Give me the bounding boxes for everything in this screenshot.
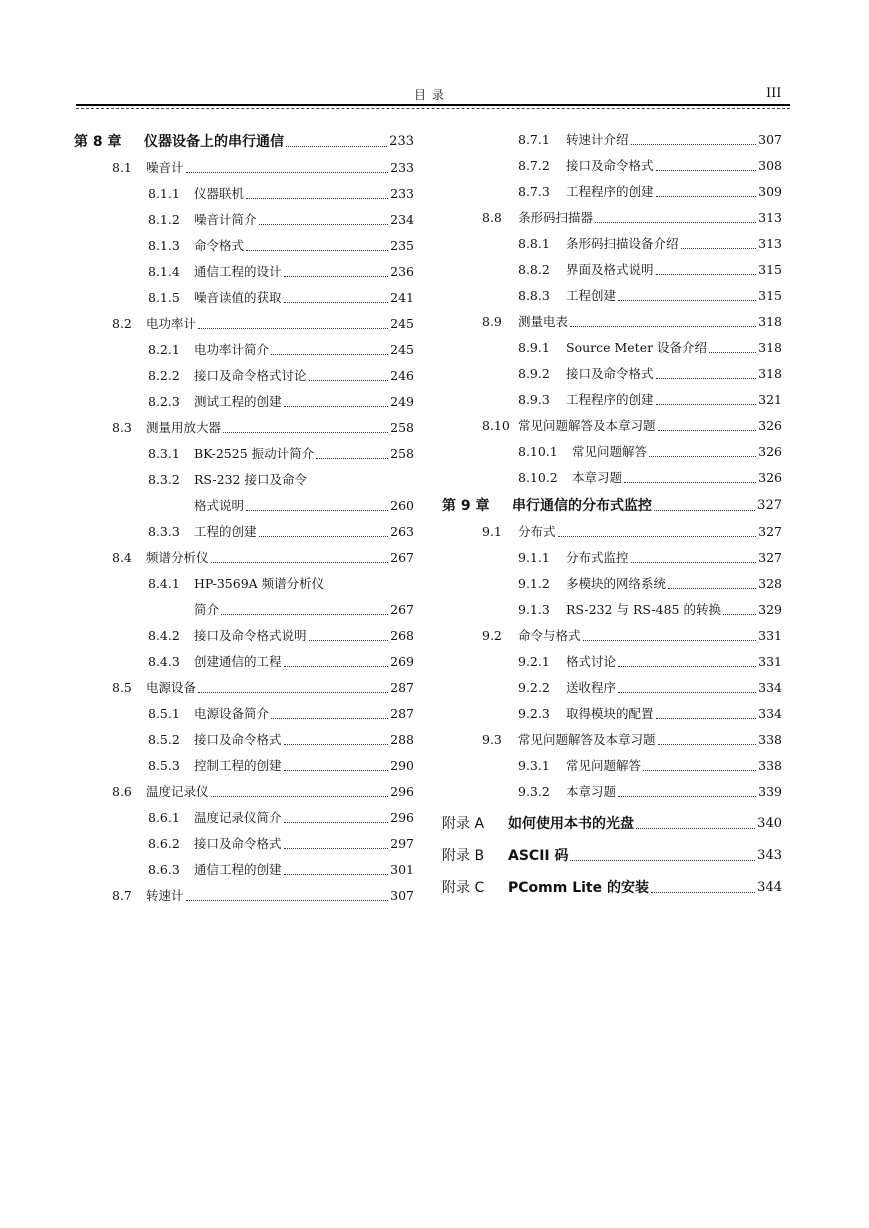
toc-entry-page: 268 (390, 628, 414, 643)
toc-entry-number: 第 8 章 (74, 134, 122, 150)
dot-leader (558, 522, 757, 537)
toc-entry-number: 9.2 (482, 628, 502, 643)
dot-leader (723, 600, 756, 615)
toc-subsection-entry (442, 174, 782, 200)
toc-entry-title: 电功率计 (146, 316, 197, 331)
dot-leader (583, 626, 757, 641)
toc-subsection-entry (74, 280, 414, 306)
toc-entry-page: 236 (390, 264, 414, 279)
toc-entry-continuation (74, 488, 414, 514)
dot-leader (570, 312, 756, 327)
toc-section-entry (74, 306, 414, 332)
toc-subsection-entry (74, 202, 414, 228)
toc-entry-number: 8.2.2 (148, 368, 180, 383)
dot-leader (656, 390, 757, 405)
toc-entry-number: 8.1.5 (148, 290, 180, 305)
toc-entry-page: 307 (390, 888, 414, 903)
toc-entry-page: 267 (390, 602, 414, 617)
toc-entry-page: 234 (390, 212, 414, 227)
dot-leader (316, 444, 388, 459)
toc-entry-number: 9.1.2 (518, 576, 550, 591)
dot-leader (271, 704, 388, 719)
dot-leader (618, 782, 756, 797)
dot-leader (198, 678, 388, 693)
toc-entry-number: 8.5 (112, 680, 132, 695)
toc-entry-title: 本章习题 (572, 470, 623, 485)
toc-subsection-entry (74, 566, 414, 592)
dot-leader (211, 782, 389, 797)
toc-entry-page: 241 (390, 290, 414, 305)
dot-leader (284, 652, 389, 667)
toc-entry-page: 290 (390, 758, 414, 773)
toc-entry-number: 8.7.3 (518, 184, 550, 199)
toc-entry-title: 串行通信的分布式监控 (512, 498, 652, 514)
toc-entry-title: 格式讨论 (566, 654, 617, 669)
toc-entry-number: 8.9.1 (518, 340, 550, 355)
toc-entry-page: 338 (758, 732, 782, 747)
toc-entry-number: 第 9 章 (442, 498, 490, 514)
toc-entry-number: 8.9.3 (518, 392, 550, 407)
toc-entry-number: 8.1.3 (148, 238, 180, 253)
toc-entry-page: 328 (758, 576, 782, 591)
toc-entry-title: 分布式监控 (566, 550, 629, 565)
toc-subsection-entry (442, 460, 782, 486)
toc-subsection-entry (74, 254, 414, 280)
toc-entry-page: 343 (757, 848, 782, 863)
toc-entry-number: 8.8.3 (518, 288, 550, 303)
toc-entry-number: 9.1.3 (518, 602, 550, 617)
toc-subsection-entry (442, 278, 782, 304)
toc-subsection-entry (442, 540, 782, 566)
dot-leader (211, 548, 389, 563)
toc-entry-title: PComm Lite 的安装 (508, 880, 649, 896)
toc-entry-title: 测量用放大器 (146, 420, 222, 435)
toc-entry-page: 245 (390, 316, 414, 331)
toc-entry-number: 9.3.2 (518, 784, 550, 799)
toc-entry-number: 8.6.1 (148, 810, 180, 825)
toc-entry-page: 318 (758, 314, 782, 329)
toc-subsection-entry (442, 252, 782, 278)
toc-entry-number: 8.4.3 (148, 654, 180, 669)
toc-entry-page: 296 (390, 784, 414, 799)
toc-entry-number: 8.8.1 (518, 236, 550, 251)
toc-entry-page: 288 (390, 732, 414, 747)
toc-subsection-entry (442, 330, 782, 356)
toc-entry-page: 318 (758, 366, 782, 381)
dot-leader (681, 234, 757, 249)
toc-subsection-entry (74, 384, 414, 410)
dot-leader (186, 886, 389, 901)
toc-entry-title: 送收程序 (566, 680, 617, 695)
toc-entry-title: 接口及命令格式讨论 (194, 368, 307, 383)
toc-entry-page: 263 (390, 524, 414, 539)
toc-entry-title: 条形码扫描器 (518, 210, 594, 225)
toc-entry-number: 9.3 (482, 732, 502, 747)
toc-entry-page: 301 (390, 862, 414, 877)
toc-entry-title: HP-3569A 频谱分析仪 (194, 576, 325, 591)
dot-leader (221, 600, 388, 615)
toc-subsection-entry (74, 696, 414, 722)
toc-entry-title: 分布式 (518, 524, 556, 539)
dot-leader (284, 730, 389, 745)
dot-leader (246, 236, 388, 251)
dot-leader (656, 704, 757, 719)
toc-chapter-entry (74, 122, 414, 150)
toc-entry-page: 331 (758, 628, 782, 643)
toc-entry-title: 命令与格式 (518, 628, 581, 643)
toc-section-entry (74, 410, 414, 436)
dot-leader (618, 678, 756, 693)
dot-leader (658, 730, 757, 745)
toc-entry-number: 8.9 (482, 314, 502, 329)
toc-entry-title: 电源设备简介 (194, 706, 270, 721)
toc-subsection-entry (74, 826, 414, 852)
toc-entry-title: 常见问题解答及本章习题 (518, 418, 656, 433)
dot-leader (286, 132, 387, 147)
toc-section-entry (74, 150, 414, 176)
toc-subsection-entry (442, 434, 782, 460)
dot-leader (309, 626, 389, 641)
dot-leader (284, 808, 389, 823)
toc-entry-page: 233 (390, 186, 414, 201)
dot-leader (309, 471, 412, 485)
dot-leader (643, 756, 756, 771)
dot-leader (284, 860, 389, 875)
toc-section-entry (74, 540, 414, 566)
dot-leader (656, 364, 757, 379)
toc-appendix-entry (442, 832, 782, 864)
toc-entry-title: 仪器设备上的串行通信 (144, 134, 284, 150)
toc-entry-number: 9.2.1 (518, 654, 550, 669)
toc-entry-number: 8.2.1 (148, 342, 180, 357)
toc-entry-title: 取得模块的配置 (566, 706, 654, 721)
dot-leader (668, 574, 756, 589)
toc-entry-page: 267 (390, 550, 414, 565)
toc-entry-number: 8.5.3 (148, 758, 180, 773)
toc-entry-title: RS-232 与 RS-485 的转换 (566, 602, 721, 617)
dot-leader (198, 314, 388, 329)
toc-subsection-entry (442, 592, 782, 618)
toc-entry-title: 转速计 (146, 888, 184, 903)
toc-entry-page: 331 (758, 654, 782, 669)
toc-entry-title: 转速计介绍 (566, 132, 629, 147)
toc-subsection-entry (74, 800, 414, 826)
toc-section-entry (442, 200, 782, 226)
toc-entry-title: RS-232 接口及命令 (194, 472, 307, 487)
toc-entry-page: 246 (390, 368, 414, 383)
toc-entry-title: ASCII 码 (508, 848, 569, 864)
toc-entry-page: 326 (758, 470, 782, 485)
dot-leader (186, 158, 389, 173)
toc-entry-title: 接口及命令格式 (566, 366, 654, 381)
toc-entry-title: 多模块的网络系统 (566, 576, 667, 591)
toc-subsection-entry (74, 176, 414, 202)
dot-leader (284, 756, 389, 771)
dot-leader (624, 468, 756, 483)
toc-entry-title: 常见问题解答 (566, 758, 642, 773)
running-header-page-number: III (766, 86, 782, 101)
toc-section-entry (74, 878, 414, 904)
toc-entry-title: 噪音读值的获取 (194, 290, 282, 305)
dot-leader (631, 548, 757, 563)
toc-section-entry (442, 618, 782, 644)
toc-entry-number: 9.3.1 (518, 758, 550, 773)
toc-entry-number: 8.10.2 (518, 470, 558, 485)
toc-entry-number: 8.6.3 (148, 862, 180, 877)
toc-entry-title: 本章习题 (566, 784, 617, 799)
toc-entry-title: Source Meter 设备介绍 (566, 340, 708, 355)
dot-leader (654, 496, 755, 511)
toc-entry-number: 8.10 (482, 418, 510, 433)
toc-subsection-entry (442, 774, 782, 800)
toc-subsection-entry (442, 122, 782, 148)
toc-entry-number: 附录 A (442, 816, 485, 832)
toc-entry-title: 工程程序的创建 (566, 184, 654, 199)
dot-leader (284, 262, 389, 277)
toc-entry-page: 296 (390, 810, 414, 825)
dot-leader (636, 814, 755, 829)
toc-entry-title: 接口及命令格式说明 (194, 628, 307, 643)
toc-entry-page: 309 (758, 184, 782, 199)
toc-entry-page: 245 (390, 342, 414, 357)
toc-subsection-entry (74, 618, 414, 644)
dot-leader (709, 338, 756, 353)
toc-entry-page: 327 (758, 524, 782, 539)
toc-entry-continuation (74, 592, 414, 618)
toc-section-entry (74, 670, 414, 696)
toc-entry-title: 温度记录仪 (146, 784, 209, 799)
toc-entry-title: 接口及命令格式 (194, 732, 282, 747)
toc-entry-page: 338 (758, 758, 782, 773)
toc-entry-title: 测量电表 (518, 314, 569, 329)
toc-entry-page: 297 (390, 836, 414, 851)
toc-right-column (442, 122, 782, 896)
header-rule-dashed (76, 108, 790, 109)
toc-entry-number: 8.8 (482, 210, 502, 225)
toc-entry-page: 313 (758, 210, 782, 225)
toc-entry-title: 工程的创建 (194, 524, 257, 539)
toc-entry-title: 简介 (194, 602, 220, 617)
dot-leader (656, 182, 757, 197)
toc-entry-number: 8.1.2 (148, 212, 180, 227)
toc-entry-number: 8.5.1 (148, 706, 180, 721)
toc-entry-number: 9.2.3 (518, 706, 550, 721)
toc-subsection-entry (74, 228, 414, 254)
toc-subsection-entry (74, 852, 414, 878)
toc-entry-number: 8.1 (112, 160, 132, 175)
toc-entry-number: 8.1.4 (148, 264, 180, 279)
toc-entry-title: 频谱分析仪 (146, 550, 209, 565)
dot-leader (246, 496, 388, 511)
toc-entry-number: 8.3.3 (148, 524, 180, 539)
toc-subsection-entry (442, 566, 782, 592)
toc-subsection-entry (74, 644, 414, 670)
toc-entry-page: 307 (758, 132, 782, 147)
toc-entry-number: 8.10.1 (518, 444, 558, 459)
dot-leader (570, 846, 755, 861)
toc-entry-number: 8.1.1 (148, 186, 180, 201)
toc-entry-title: 电功率计简介 (194, 342, 270, 357)
toc-entry-page: 326 (758, 418, 782, 433)
toc-entry-number: 8.2 (112, 316, 132, 331)
toc-entry-page: 327 (757, 498, 782, 513)
toc-subsection-entry (442, 356, 782, 382)
dot-leader (309, 366, 389, 381)
toc-entry-title: 测试工程的创建 (194, 394, 282, 409)
toc-entry-page: 260 (390, 498, 414, 513)
toc-section-entry (442, 408, 782, 434)
dot-leader (271, 340, 388, 355)
dot-leader (284, 392, 389, 407)
toc-entry-page: 258 (390, 420, 414, 435)
toc-entry-title: 电源设备 (146, 680, 197, 695)
toc-entry-title: 控制工程的创建 (194, 758, 282, 773)
toc-entry-number: 附录 B (442, 848, 485, 864)
toc-subsection-entry (74, 748, 414, 774)
toc-entry-number: 8.3.2 (148, 472, 180, 487)
toc-subsection-entry (442, 696, 782, 722)
toc-entry-page: 339 (758, 784, 782, 799)
toc-entry-number: 8.6.2 (148, 836, 180, 851)
toc-appendix-entry (442, 864, 782, 896)
toc-entry-page: 233 (389, 134, 414, 149)
header-rule (76, 104, 790, 106)
toc-entry-page: 340 (757, 816, 782, 831)
toc-entry-title: 噪音计 (146, 160, 184, 175)
toc-entry-page: 308 (758, 158, 782, 173)
toc-subsection-entry (74, 436, 414, 462)
toc-entry-title: 接口及命令格式 (566, 158, 654, 173)
dot-leader (284, 288, 389, 303)
toc-entry-number: 8.2.3 (148, 394, 180, 409)
dot-leader (595, 208, 756, 223)
toc-entry-page: 235 (390, 238, 414, 253)
toc-entry-page: 249 (390, 394, 414, 409)
toc-entry-number: 8.7 (112, 888, 132, 903)
running-header-title: 目录 (414, 88, 451, 102)
dot-leader (259, 522, 389, 537)
toc-subsection-entry (74, 332, 414, 358)
toc-entry-page: 334 (758, 706, 782, 721)
toc-entry-title: 通信工程的设计 (194, 264, 282, 279)
dot-leader (326, 575, 412, 589)
dot-leader (223, 418, 388, 433)
toc-entry-number: 8.4.1 (148, 576, 180, 591)
toc-entry-number: 8.3.1 (148, 446, 180, 461)
toc-chapter-entry (442, 486, 782, 514)
toc-section-entry (442, 304, 782, 330)
toc-entry-page: 269 (390, 654, 414, 669)
toc-subsection-entry (442, 148, 782, 174)
toc-entry-number: 8.9.2 (518, 366, 550, 381)
toc-entry-title: 接口及命令格式 (194, 836, 282, 851)
dot-leader (246, 184, 388, 199)
toc-entry-number: 8.8.2 (518, 262, 550, 277)
toc-entry-title: BK-2525 振动计简介 (194, 446, 315, 461)
dot-leader (658, 416, 757, 431)
toc-entry-number: 9.1 (482, 524, 502, 539)
dot-leader (284, 834, 389, 849)
toc-entry-title: 仪器联机 (194, 186, 245, 201)
toc-entry-page: 287 (390, 706, 414, 721)
toc-entry-title: 工程程序的创建 (566, 392, 654, 407)
toc-entry-page: 315 (758, 288, 782, 303)
toc-entry-title: 界面及格式说明 (566, 262, 654, 277)
toc-entry-page: 258 (390, 446, 414, 461)
toc-entry-title: 创建通信的工程 (194, 654, 282, 669)
toc-entry-number: 8.3 (112, 420, 132, 435)
toc-entry-page: 344 (757, 880, 782, 895)
toc-subsection-entry (442, 670, 782, 696)
toc-entry-number: 8.7.1 (518, 132, 550, 147)
dot-leader (656, 156, 757, 171)
toc-entry-title: 通信工程的创建 (194, 862, 282, 877)
toc-entry-number: 8.7.2 (518, 158, 550, 173)
toc-entry-page: 334 (758, 680, 782, 695)
toc-entry-page: 327 (758, 550, 782, 565)
toc-subsection-entry (442, 382, 782, 408)
toc-entry-page: 326 (758, 444, 782, 459)
toc-entry-page: 313 (758, 236, 782, 251)
toc-entry-title: 工程创建 (566, 288, 617, 303)
toc-entry-page: 318 (758, 340, 782, 355)
toc-entry-title: 条形码扫描设备介绍 (566, 236, 679, 251)
toc-entry-title: 如何使用本书的光盘 (508, 816, 634, 832)
toc-entry-number: 8.4 (112, 550, 132, 565)
toc-entry-number: 9.1.1 (518, 550, 550, 565)
toc-entry-number: 8.6 (112, 784, 132, 799)
toc-subsection-entry (442, 644, 782, 670)
toc-appendix-entry (442, 800, 782, 832)
toc-entry-number: 8.5.2 (148, 732, 180, 747)
toc-entry-page: 287 (390, 680, 414, 695)
toc-section-entry (74, 774, 414, 800)
dot-leader (618, 652, 756, 667)
toc-subsection-entry (442, 226, 782, 252)
dot-leader (656, 260, 757, 275)
toc-entry-page: 321 (758, 392, 782, 407)
toc-subsection-entry (74, 722, 414, 748)
toc-entry-title: 命令格式 (194, 238, 245, 253)
dot-leader (649, 442, 756, 457)
toc-entry-number: 附录 C (442, 880, 485, 896)
toc-left-column (74, 122, 414, 904)
toc-subsection-entry (442, 748, 782, 774)
toc-section-entry (442, 514, 782, 540)
dot-leader (651, 878, 755, 893)
toc-subsection-entry (74, 358, 414, 384)
toc-entry-title: 常见问题解答及本章习题 (518, 732, 656, 747)
toc-entry-title: 格式说明 (194, 498, 245, 513)
toc-entry-title: 噪音计简介 (194, 212, 257, 227)
dot-leader (259, 210, 389, 225)
toc-entry-page: 329 (758, 602, 782, 617)
toc-entry-number: 9.2.2 (518, 680, 550, 695)
toc-section-entry (442, 722, 782, 748)
toc-subsection-entry (74, 514, 414, 540)
toc-entry-title: 常见问题解答 (572, 444, 648, 459)
toc-entry-number: 8.4.2 (148, 628, 180, 643)
toc-subsection-entry (74, 462, 414, 488)
dot-leader (631, 130, 757, 145)
dot-leader (618, 286, 756, 301)
toc-entry-title: 温度记录仪简介 (194, 810, 282, 825)
toc-entry-page: 233 (390, 160, 414, 175)
toc-entry-page: 315 (758, 262, 782, 277)
